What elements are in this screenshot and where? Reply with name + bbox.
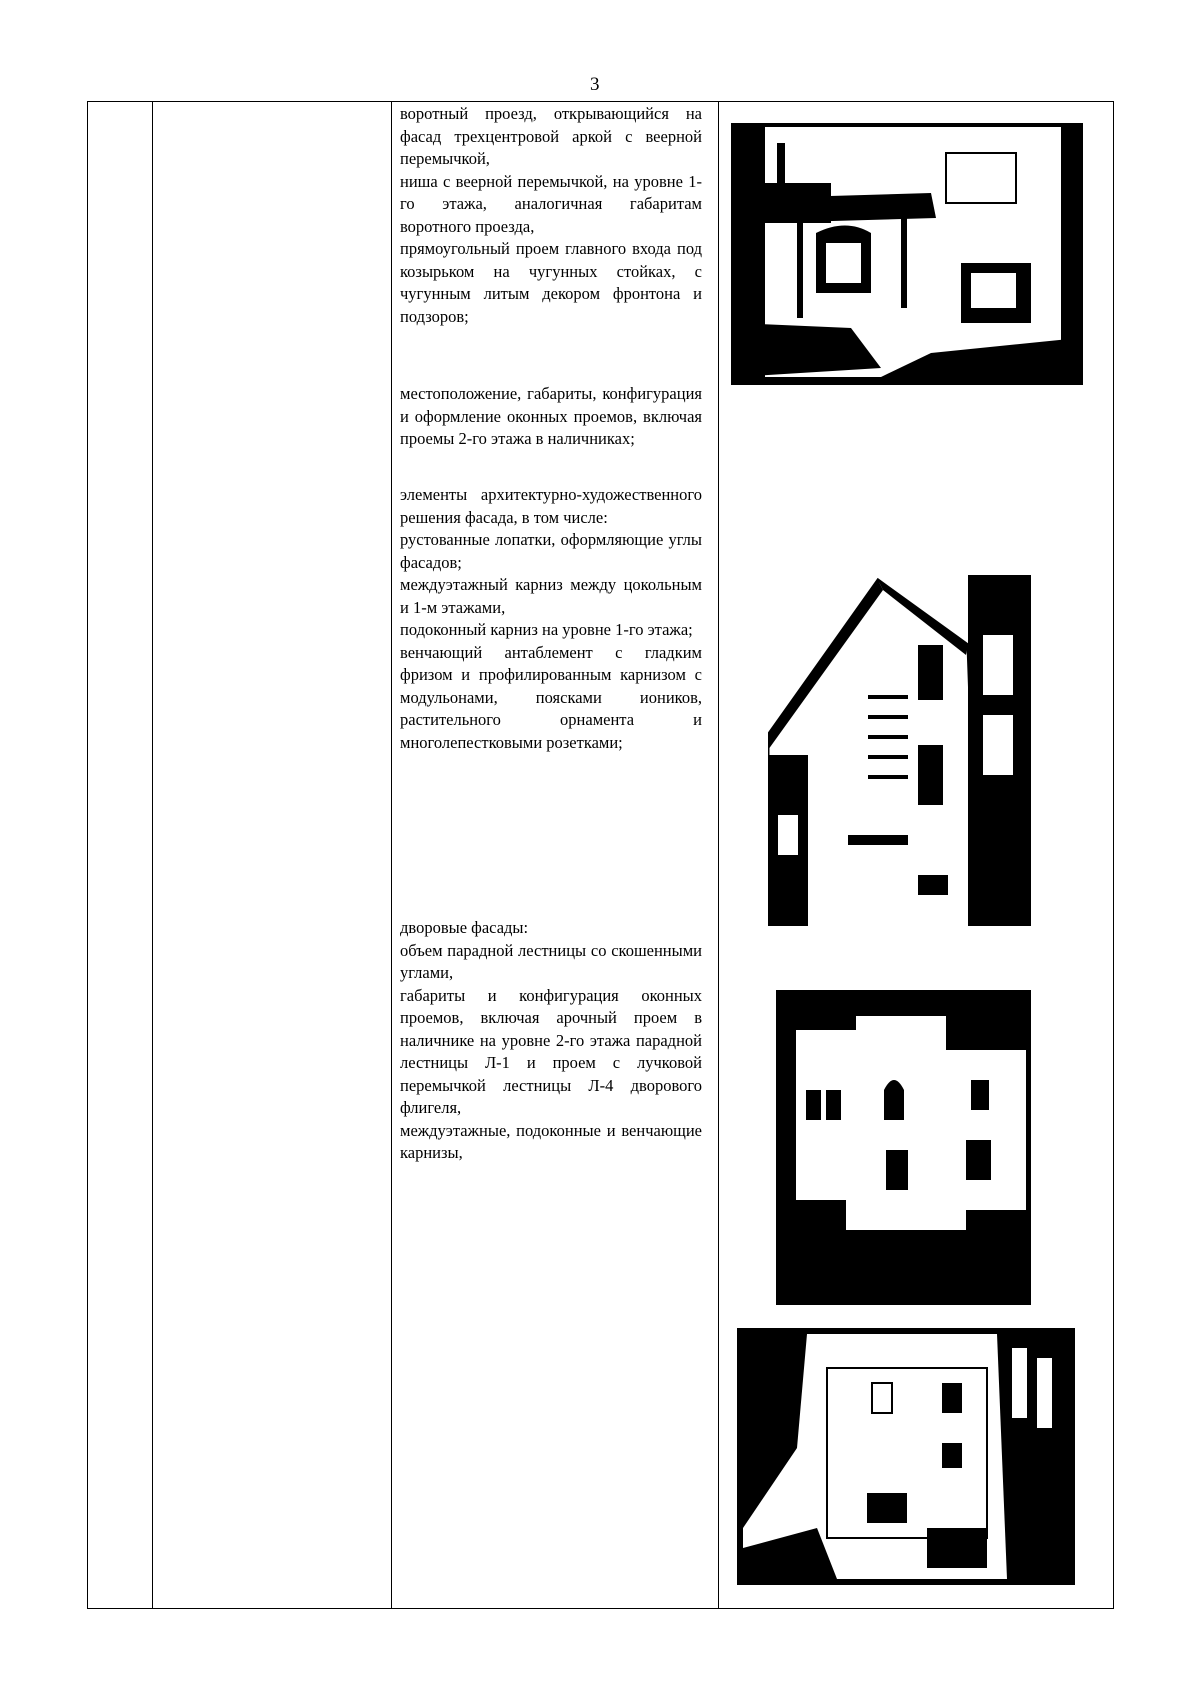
building-corner-photo-icon	[768, 575, 1031, 926]
building-entrance-photo-icon	[731, 123, 1083, 385]
paragraph: рустованные лопатки, оформляющие углы фасадов;	[400, 530, 702, 572]
page-number: 3	[590, 74, 600, 95]
paragraph: междуэтажные, подоконные и венчающие карнизы,	[400, 1120, 702, 1162]
paragraph: объем парадной лестницы со скошенными углами,	[400, 940, 702, 982]
courtyard-wing-photo-icon	[737, 1328, 1075, 1585]
text-block-windows	[400, 383, 702, 451]
column-divider	[152, 102, 153, 1608]
paragraph: ниша с веерной перемычкой, на уровне 1-го этажа, аналогичная габаритам воротного проезда,	[400, 171, 702, 236]
paragraph: подоконный карниз на уровне 1-го этажа;	[400, 620, 693, 639]
paragraph: дворовые фасады:	[400, 918, 529, 937]
paragraph: местоположение, габариты, конфигурация и оформление оконных проемов, включая проемы 2-го этажа в наличниках;	[400, 384, 702, 448]
text-block-courtyard	[400, 917, 702, 1165]
paragraph: прямоугольный проем главного входа под козырьком на чугунных стойках, с чугунным литым декором фронтона и подзоров;	[400, 239, 702, 326]
text-block-gate	[400, 103, 702, 328]
photo-courtyard-wing	[737, 1328, 1075, 1585]
paragraph: элементы архитектурно-художественного решения фасада, в том числе:	[400, 485, 702, 527]
text-block-architecture	[400, 484, 702, 754]
photo-courtyard-staircase	[776, 990, 1031, 1305]
paragraph: воротный проезд, открывающийся на фасад трехцентровой аркой с веерной перемычкой,	[400, 104, 702, 168]
paragraph: венчающий антаблемент с гладким фризом и профилированным карнизом с модульонами, поясками иоников, растительного орнамента и многолепестковыми розетками;	[400, 642, 702, 752]
courtyard-staircase-photo-icon	[776, 990, 1031, 1305]
paragraph: междуэтажный карниз между цокольным и 1-м этажами,	[400, 575, 702, 617]
photo-entrance-canopy	[731, 123, 1083, 385]
paragraph: габариты и конфигурация оконных проемов, включая арочный проем в наличнике на уровне 2-го этажа парадной лестницы Л-1 и проем с лучковой перемычкой лестницы Л-4 дворового флигеля,	[400, 985, 702, 1117]
photo-corner-facade	[768, 575, 1031, 926]
column-divider	[391, 102, 392, 1608]
column-divider	[718, 102, 719, 1608]
